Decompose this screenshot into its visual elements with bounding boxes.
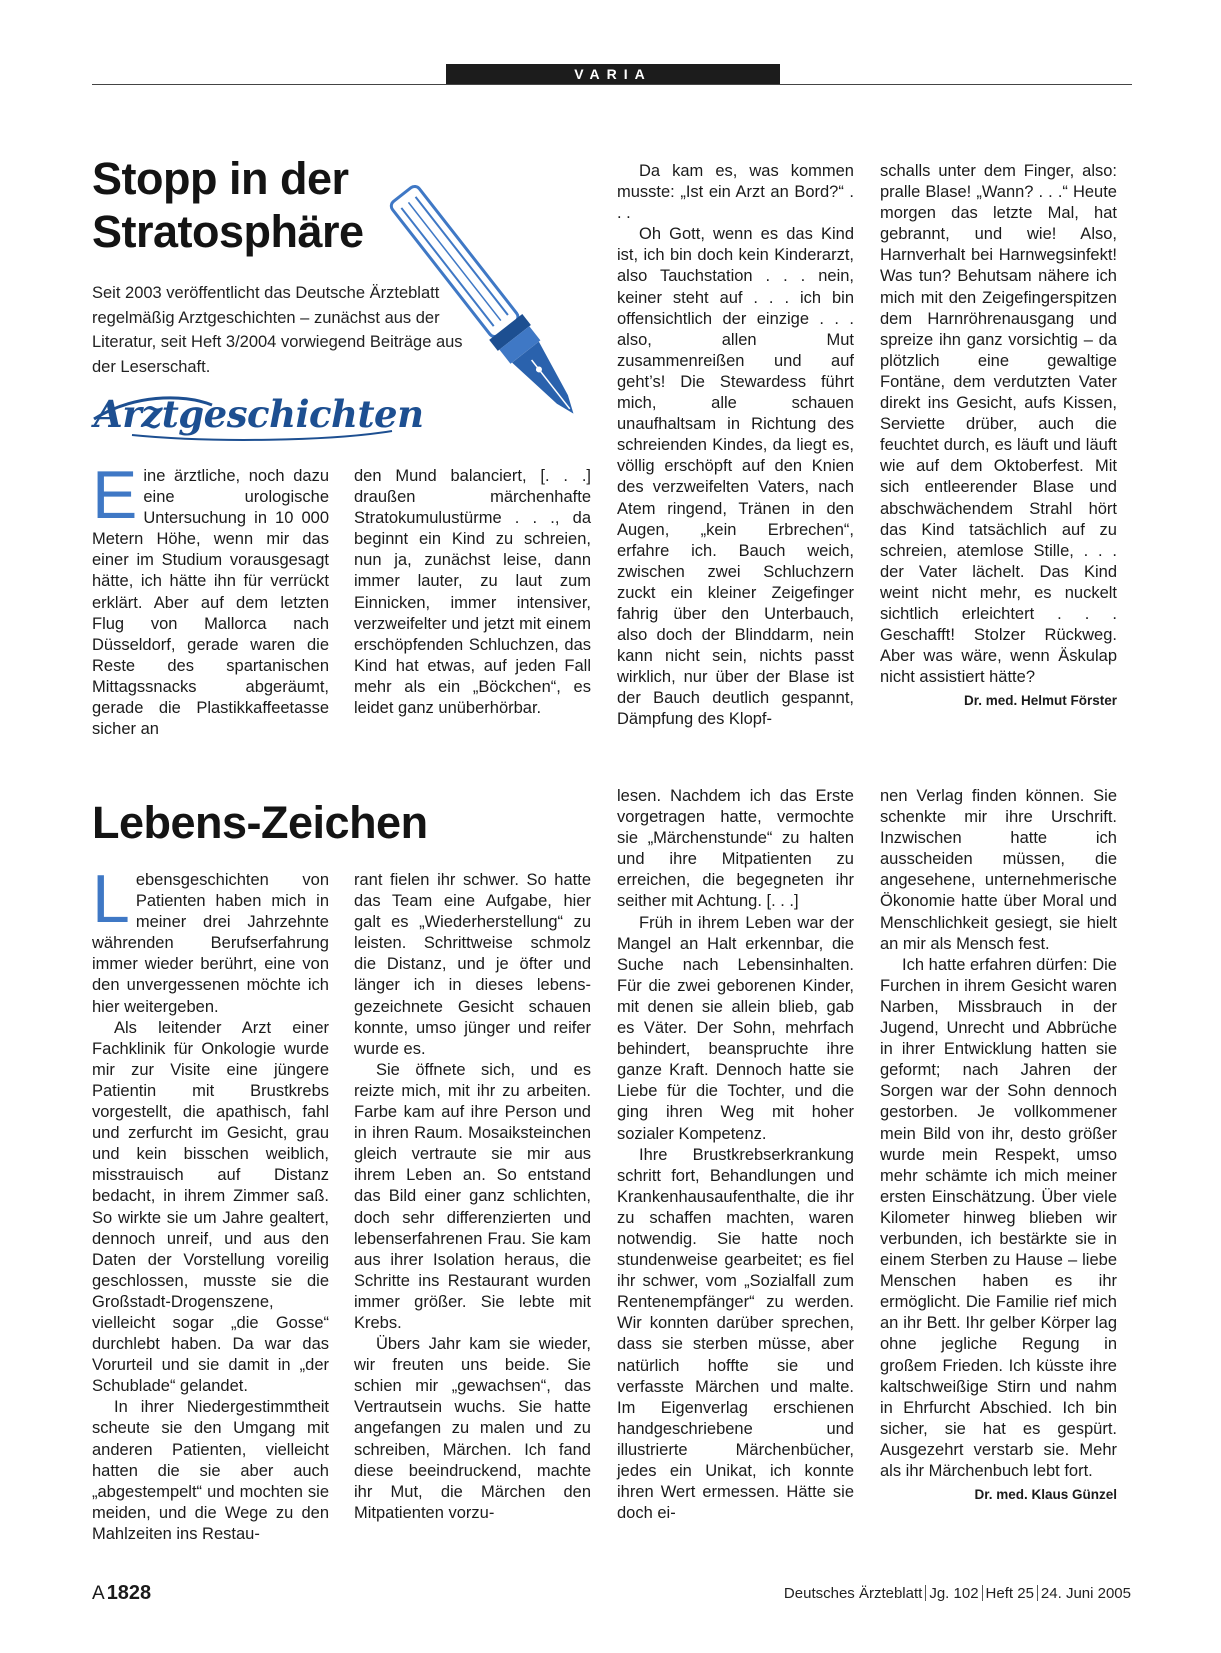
article2-column-3	[617, 786, 854, 1524]
article1-column-3	[617, 161, 854, 731]
article2-paragraph: In ihrer Niedergestimmtheit scheute sie den Umgang mit anderen Patienten, vielleicht hatten die sie aber auch „abgestempelt“ und mochten sie meiden, und die Wege zu den Mahlzeiten ins Restau-	[92, 1398, 329, 1543]
article2-paragraph: Ich hatte erfahren dürfen: Die Furchen in ihrem Gesicht waren Narben, Missbrauch in der Jugend, Unrecht und Abbrüche in ihrer Entwicklung hatten sie geformt; nach Jahren der Sorgen war der Sohn dennoch gestorben. Je vollkommener mein Bild von ihr, desto größer wurde mein Respekt, umso mehr schämte ich mich meiner ersten Einschätzung. Über viele Kilometer hinweg blieben wir verbunden, ich bestärkte sie in einem Sterben zu Hause – liebe Menschen haben es ihr ermöglicht. Die Familie rief mich an ihr Bett. Ihr gelber Körper lag ohne jegliche Regung in großem Frieden. Ich küsste ihre kaltschweißige Stirn und nahm in Ehrfurcht Abschied. Ich bin sicher, sie hat es gespürt. Ausgezehrt verstarb sie. Mehr als ihr Märchenbuch lebt fort. Dr. med. Klaus Günzel	[880, 955, 1117, 1482]
article2-paragraph: Als leitender Arzt einer Fachklinik für Onkologie wurde mir zur Visite eine jüngere Patientin mit Brustkrebs vorgestellt, die apathisch, fahl und zerfurcht im Gesicht, grau und kein bisschen weiblich, misstrauisch auf Distanz bedacht, in ihrem Zimmer saß. So wirkte sie um Jahre gealtert, dennoch unreif, und aus den Daten der Vorstellung voreilig geschlossen, musste sie die Großstadt-Drogenszene, vielleicht sogar „die Gosse“ durchlebt haben. Da war das Vorurteil und sie damit in „der Schublade“ gelandet.	[92, 1018, 329, 1396]
article2-paragraph: rant fielen ihr schwer. So hatte das Team eine Aufgabe, hier galt es „Wiederherstellung“ zu leisten. Schrittweise schmolz die Distanz, und je öfter und länger ich in dieses lebens-gezeichnete Gesicht schauen konnte, umso jünger und reifer wurde es.	[354, 871, 591, 1058]
article2-paragraph: Lebensgeschichten von Patienten haben mich in meiner drei Jahrzehnte währenden Berufserfahrung immer wieder berührt, eine von den unvergessenen möchte ich hier weitergeben.	[92, 861, 329, 1016]
article1-column-2	[354, 466, 591, 719]
article1-column-1	[92, 457, 329, 740]
page-prefix: A	[92, 1583, 105, 1604]
article1-paragraph: Eine ärztliche, noch dazu eine urologische Untersuchung in 10 000 Metern Höhe, wenn mir das einer im Studium vorausgesagt hätte, ich hätte ihn für verrückt erklärt. Aber auf dem letzten Flug von Mallorca nach Düsseldorf, gerade waren die Reste des spartanischen Mittagssnacks abgeräumt, gerade die Plastikkaffeetasse sicher an	[92, 457, 329, 739]
article1-title-line2: Stratosphäre	[92, 206, 364, 257]
journal-info	[784, 1585, 1131, 1602]
separator	[982, 1585, 983, 1601]
article2-paragraph: nen Verlag finden können. Sie schenkte mir ihre Urschrift. Inzwischen hatte ich ausscheiden müssen, die angesehene, unternehmerische Ökonomie hatte über Moral und Menschlichkeit gesiegt, sie hielt an mir als Mensch fest.	[880, 787, 1117, 953]
article2-paragraph: Sie öffnete sich, und es reizte mich, mit ihr zu arbeiten. Farbe kam auf ihre Person und in ihren Raum. Mosaiksteinchen gleich vertraute sie mir aus ihrem Leben an. So entstand das Bild einer ganz schlichten, doch sehr differenzierten und lebenserfahrenen Frau. Sie kam aus ihrer Isolation heraus, die Schritte ins Restaurant wurden immer größer. Sie lebte mit Krebs.	[354, 1060, 591, 1332]
separator	[1037, 1585, 1038, 1601]
article1-title-line1: Stopp in der	[92, 153, 349, 204]
article1-paragraph: schalls unter dem Finger, also: pralle Blase! „Wann? . . .“ Heute morgen das letzte Mal, hat gebrannt, und wie! Also, Harnverhalt bei Harnwegsinfekt! Was tun? Behutsam nähere ich mich mit den Zeigefingerspitzen dem Harnröhrenausgang und spreize ihn ganz vorsichtig – da plötzlich eine gewaltige Fontäne, dem verdutzten Vater direkt ins Gesicht, aufs Kissen, Serviette drüber, auch die feuchtet durch, es läuft und läuft wie auf dem Oktoberfest. Mit sich entleerender Blase und abschwächendem Strahl hört das Kind tatsächlich auf zu schreien, atemlose Stille, . . . der Vater lächelt. Das Kind weint nicht mehr, es nuckelt sichtlich erleichtert . . . Geschafft! Stolzer Rückweg. Aber was wäre, wenn Äskulap nicht assistiert hätte? Dr. med. Helmut Förster	[880, 161, 1117, 688]
header-rule	[92, 84, 1132, 85]
article2-paragraph: Übers Jahr kam sie wieder, wir freuten uns beide. Sie schien mir „gewachsen“, das Vertrautsein wuchs. Sie hatte angefangen zu malen und zu schreiben, Märchen. Ich fand diese beeindruckend, machte ihr Mut, die Märchen den Mitpatienten vorzu-	[354, 1335, 591, 1522]
journal-date: 24. Juni 2005	[1040, 1585, 1131, 1602]
journal-name: Deutsches Ärzteblatt	[783, 1585, 923, 1602]
article2-paragraph: lesen. Nachdem ich das Erste vorgetragen hatte, vermochte sie „Märchenstunde“ zu halten und ihre Mitpatienten zu erreichen, die begegneten ihr seither mit Achtung. [. . .]	[617, 787, 854, 911]
article2-column-4	[880, 786, 1117, 1505]
article2-column-1	[92, 861, 329, 1545]
drop-cap: E	[92, 457, 138, 533]
drop-cap: L	[92, 861, 130, 937]
article2-title: Lebens-Zeichen	[92, 797, 428, 848]
article2-signature: Dr. med. Klaus Günzel	[974, 1487, 1117, 1503]
journal-issue: Heft 25	[985, 1585, 1034, 1602]
page-number-value: 1828	[106, 1582, 152, 1604]
article1-paragraph: Oh Gott, wenn es das Kind ist, ich bin doch kein Kinderarzt, also Tauchstation . . . nein, keiner steht auf . . . ich bin offensichtlich der einzige . . . also, allen Mut zusammenreißen und auf geht’s! Die Stewardess führt mich, alle schauen unaufhaltsam in Richtung des schreienden Kindes, da liegt es, völlig erschöpft auf den Knien des verzweifelten Vaters, nach Atem ringend, Tränen in den Augen, „kein Erbrechen“, erfahre ich. Bauch weich, zwischen zwei Schluchzern zuckt ein kleiner Zeigefinger fahrig über den Unterbauch, also doch der Blinddarm, nein kann nicht sein, nichts passt wirklich, nur über der Blase ist der Bauch deutlich gespannt, Dämpfung des Klopf-	[617, 225, 854, 729]
article1-column-4	[880, 161, 1117, 711]
separator	[925, 1585, 926, 1601]
article2-paragraph: Früh in ihrem Leben war der Mangel an Halt erkennbar, die Suche nach Lebensinhalten. Für die zwei geborenen Kinder, mit denen sie allein blieb, gab es Väter. Der Sohn, mehrfach behindert, beanspruchte ihre ganze Kraft. Dennoch hatte sie Liebe für die Tochter, und die ging ihren Weg mit hoher sozialer Kompetenz.	[617, 913, 854, 1143]
article1-paragraph: Da kam es, was kommen musste: „Ist ein Arzt an Bord?“ . . .	[617, 162, 854, 223]
article2-paragraph: Ihre Brustkrebserkrankung schritt fort, Behandlungen und Krankenhausaufenthalte, die ihr zu schaffen machten, waren notwendig. Sie hatte noch stundenweise gearbeitet; es fiel ihr schwer, vom „Sozialfall zum Rentenempfänger“ zu werden. Wir konnten darüber sprechen, dass sie sterben müsse, aber natürlich hoffte sie und verfasste Märchen und malte. Im Eigenverlag erschienen handgeschriebene und illustrierte Märchenbücher, jedes ein Unikat, ich konnte ihren Wert ermessen. Hätte sie doch ei-	[617, 1145, 854, 1523]
article1-paragraph: den Mund balanciert, [. . .] draußen märchenhafte Stratokumulustürme . . ., da beginnt ein Kind zu schreien, nun ja, zunächst leise, dann immer lauter, zu laut zum Einnicken, immer intensiver, verzweifelter und jetzt mit einem erschöpfenden Schluchzen, das Kind hat etwas, auf jeden Fall mehr als ein „Böckchen“, es leidet ganz unüberhörbar.	[354, 467, 591, 718]
series-logo: Arztgeschichten	[94, 392, 424, 436]
section-label: VARIA	[446, 64, 780, 84]
article2-column-2	[354, 870, 591, 1524]
journal-volume: Jg. 102	[929, 1585, 979, 1602]
series-intro: Seit 2003 veröffentlicht das Deutsche Ärzteblatt regelmäßig Arztgeschichten – zunächst aus der Literatur, seit Heft 3/2004 vorwiegend Beiträge aus der Leserschaft.	[92, 284, 463, 376]
page-number	[92, 1582, 151, 1605]
article1-signature: Dr. med. Helmut Förster	[963, 693, 1117, 709]
